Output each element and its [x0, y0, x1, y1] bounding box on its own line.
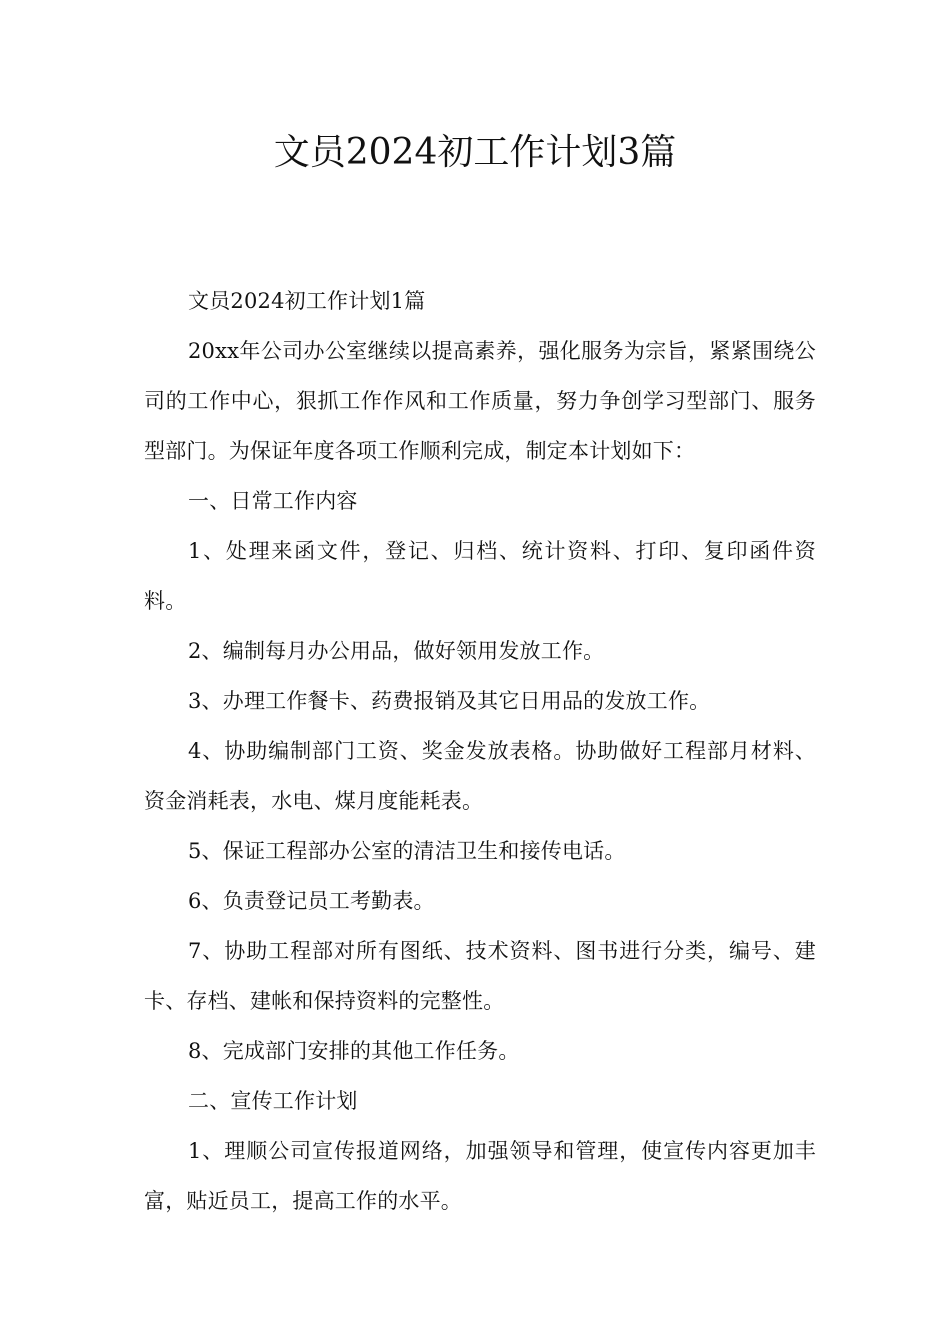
paragraph-item-8: 8、完成部门安排的其他工作任务。: [188, 1039, 520, 1063]
paragraph-item-2: 2、编制每月办公用品，做好领用发放工作。: [188, 639, 605, 663]
paragraph-heading-publicity: 二、宣传工作计划: [188, 1089, 358, 1113]
paragraph-section-heading: 文员2024初工作计划1篇: [188, 289, 426, 313]
paragraph-item-6: 6、负责登记员工考勤表。: [188, 889, 435, 913]
paragraph-item-1: 1、处理来函文件，登记、归档、统计资料、打印、复印函件资料。: [144, 539, 816, 613]
document-body: [144, 276, 816, 1226]
paragraph-item-7: 7、协助工程部对所有图纸、技术资料、图书进行分类，编号、建卡、存档、建帐和保持资料的完整性。: [144, 939, 816, 1013]
paragraph-intro: 20xx年公司办公室继续以提高素养，强化服务为宗旨，紧紧围绕公司的工作中心，狠抓工作作风和工作质量，努力争创学习型部门、服务型部门。为保证年度各项工作顺利完成，制定本计划如下：: [144, 339, 816, 463]
paragraph-item-5: 5、保证工程部办公室的清洁卫生和接传电话。: [188, 839, 626, 863]
paragraph-publicity-item-1: 1、理顺公司宣传报道网络，加强领导和管理，使宣传内容更加丰富，贴近员工，提高工作的水平。: [144, 1139, 816, 1213]
document-title: 文员2024初工作计划3篇: [273, 132, 677, 173]
paragraph-heading-daily-work: 一、日常工作内容: [188, 489, 358, 513]
paragraph-item-4: 4、协助编制部门工资、奖金发放表格。协助做好工程部月材料、资金消耗表，水电、煤月度能耗表。: [144, 739, 816, 813]
paragraph-item-3: 3、办理工作餐卡、药费报销及其它日用品的发放工作。: [188, 689, 711, 713]
